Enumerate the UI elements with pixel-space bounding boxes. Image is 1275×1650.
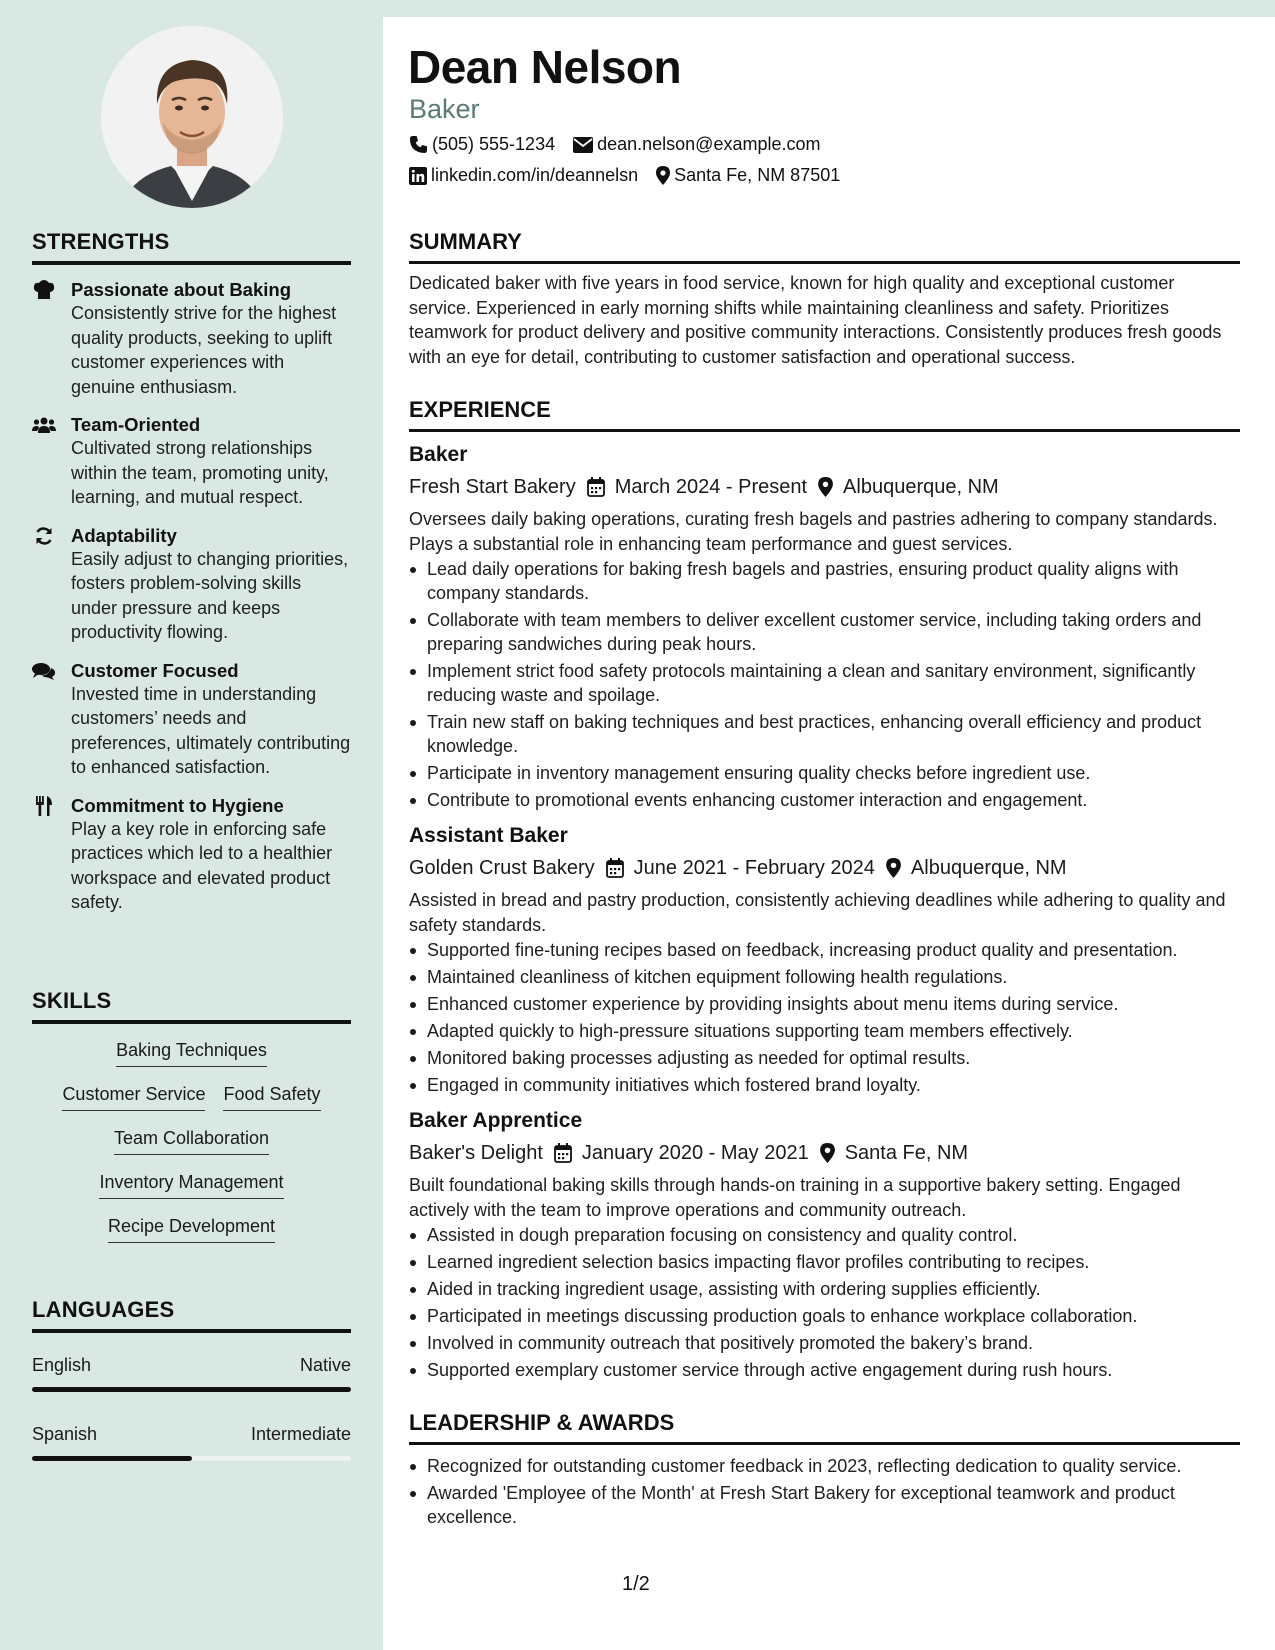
list-item: Monitored baking processes adjusting as needed for optimal results. [409,1046,1240,1070]
awards-heading: LEADERSHIP & AWARDS [409,1410,1240,1445]
skills-heading: SKILLS [32,988,351,1024]
map-pin-icon [820,1143,835,1163]
language-level: Intermediate [250,1424,351,1444]
candidate-name: Dean Nelson [408,41,682,93]
skill-tag: Recipe Development [108,1216,275,1243]
languages-heading: LANGUAGES [32,1297,351,1333]
language-item [32,1355,351,1392]
list-item: Collaborate with team members to deliver excellent customer service, including taking orders and preparing sandwiches during peak hours. [409,608,1240,656]
job-description: Built foundational baking skills through hands-on training in a supportive bakery setting. Engaged actively with the team to improve operations and community outreach. [409,1175,1181,1220]
list-item: Supported exemplary customer service through active engagement during rush hours. [409,1358,1240,1382]
list-item: Implement strict food safety protocols maintaining a clean and sanitary environment, significantly reducing waste and spoilage. [409,659,1240,707]
skill-tag: Team Collaboration [114,1128,269,1155]
summary-section [409,229,1240,369]
map-pin-icon [818,477,833,497]
language-level: Native [299,1355,351,1375]
page-number: 1/2 [622,1573,650,1595]
list-item: Participated in meetings discussing production goals to enhance workplace collaboration. [409,1304,1240,1328]
awards-section [409,1410,1240,1532]
refresh-icon [32,525,56,547]
calendar-icon [606,858,624,878]
list-item: Learned ingredient selection basics impacting flavor profiles contributing to recipes. [409,1250,1240,1274]
list-item: Supported fine-tuning recipes based on feedback, increasing product quality and presentation. [409,938,1240,962]
skill-tag: Customer Service [62,1084,205,1111]
language-name: Spanish [32,1424,98,1444]
job-bullets [409,557,1240,812]
job-entry [409,823,1240,1097]
job-company: Fresh Start Bakery [409,476,576,498]
strength-desc: Cultivated strong relationships within the team, promoting unity, learning, and mutual respect. [71,438,329,507]
candidate-role: Baker [409,94,480,124]
awards-list [409,1454,1240,1529]
list-item: Maintained cleanliness of kitchen equipment following health regulations. [409,965,1240,989]
strengths-section [32,229,351,915]
job-entry [409,1108,1240,1382]
list-item: Assisted in dough preparation focusing on consistency and quality control. [409,1223,1240,1247]
list-item: Engaged in community initiatives which fostered brand loyalty. [409,1073,1240,1097]
map-pin-icon [656,166,670,185]
job-dates: January 2020 - May 2021 [581,1142,809,1164]
skill-tag: Baking Techniques [116,1040,267,1067]
calendar-icon [554,1143,572,1163]
phone-text: (505) 555-1234 [432,134,556,154]
job-company: Baker's Delight [409,1142,543,1164]
job-meta [409,855,1240,881]
skills-row [99,1172,283,1199]
job-dates: June 2021 - February 2024 [633,857,875,879]
profile-photo [101,26,283,208]
email-contact[interactable] [573,134,820,155]
strength-desc: Consistently strive for the highest quality products, seeking to uplift customer experiences with genuine enthusiasm. [71,303,337,397]
job-location: Albuquerque, NM [843,476,999,498]
contact-row [409,134,839,155]
linkedin-text: linkedin.com/in/deannelsn [431,165,639,185]
list-item: Participate in inventory management ensuring quality checks before ingredient use. [409,761,1240,785]
strengths-heading: STRENGTHS [32,229,351,265]
language-bar-fill [32,1387,351,1392]
email-text: dean.nelson@example.com [597,134,821,154]
contact-row [409,165,858,186]
experience-section [409,397,1240,1385]
job-location: Albuquerque, NM [910,857,1067,879]
phone-contact[interactable] [409,134,555,155]
users-icon [32,414,56,436]
strength-item [32,278,351,399]
list-item: Involved in community outreach that positively promoted the bakery’s brand. [409,1331,1240,1355]
job-title: Baker Apprentice [409,1109,583,1132]
avatar [101,26,283,208]
list-item: Recognized for outstanding customer feedback in 2023, reflecting dedication to quality service. [409,1454,1240,1478]
strength-desc: Invested time in understanding customers’ needs and preferences, ultimately contributing to enhanced satisfaction. [71,683,351,777]
skills-row [62,1084,320,1111]
chef-hat-icon [32,279,56,301]
strength-desc: Easily adjust to changing priorities, fosters problem-solving skills under pressure and keeps productivity flowing. [71,548,349,642]
language-item [32,1424,351,1461]
list-item: Awarded 'Employee of the Month' at Fresh Start Bakery for exceptional teamwork and product excellence. [409,1481,1240,1529]
utensils-icon [32,795,56,817]
sidebar [0,0,383,1650]
summary-heading: SUMMARY [409,229,1240,264]
strength-title: Customer Focused [71,659,239,681]
job-meta [409,1140,1240,1166]
calendar-icon [587,477,605,497]
linkedin-icon [409,167,427,185]
strength-title: Passionate about Baking [71,279,291,300]
job-description: Oversees daily baking operations, curating fresh bagels and pastries adhering to company standards. Plays a substantial role in enhancing team performance and guest services. [409,509,1218,554]
job-title: Baker [409,443,468,466]
map-pin-icon [886,858,901,878]
job-meta [409,474,1240,500]
strength-item [32,413,351,510]
phone-icon [409,135,428,154]
language-bar-fill [32,1456,192,1461]
job-dates: March 2024 - Present [614,476,808,498]
job-company: Golden Crust Bakery [409,857,595,879]
language-bar [32,1456,351,1461]
location-text: Santa Fe, NM 87501 [674,165,841,185]
strength-title: Team-Oriented [71,414,201,435]
language-bar [32,1387,351,1392]
job-title: Assistant Baker [409,824,568,847]
job-description: Assisted in bread and pastry production, consistently achieving deadlines while adhering to quality and safety standards. [409,890,1226,935]
language-name: English [32,1355,92,1375]
summary-text: Dedicated baker with five years in food service, known for high quality and exceptional customer service. Experienced in early morning shifts while maintaining cleanliness and safety. Prioritizes teamwork for product delivery and positive community interactions. Consistently produces fresh goods with an eye for detail, contributing to customer satisfaction and operational success. [409,273,1222,367]
job-location: Santa Fe, NM [844,1142,969,1164]
list-item: Lead daily operations for baking fresh bagels and pastries, ensuring product quality aligns with company standards. [409,557,1240,605]
languages-section [32,1297,351,1461]
skills-row [116,1040,267,1067]
experience-heading: EXPERIENCE [409,397,1240,432]
strength-title: Adaptability [71,524,177,546]
list-item: Aided in tracking ingredient usage, assisting with ordering supplies efficiently. [409,1277,1240,1301]
strength-item [32,794,351,915]
strength-title: Commitment to Hygiene [71,794,284,816]
email-icon [573,137,593,153]
skills-list [32,1040,351,1260]
strength-item [32,524,351,645]
linkedin-contact[interactable] [409,165,638,186]
list-item: Train new staff on baking techniques and best practices, enhancing overall efficiency and product knowledge. [409,710,1240,758]
skills-section [32,988,351,1260]
skill-tag: Inventory Management [99,1172,283,1199]
strength-desc: Play a key role in enforcing safe practices which led to a healthier workspace and elevated product safety. [71,818,333,912]
strength-item [32,659,351,780]
job-entry [409,442,1240,812]
list-item: Contribute to promotional events enhancing customer interaction and engagement. [409,788,1240,812]
job-bullets [409,938,1240,1097]
location-contact [656,165,840,186]
list-item: Adapted quickly to high-pressure situations supporting team members effectively. [409,1019,1240,1043]
list-item: Enhanced customer experience by providing insights about menu items during service. [409,992,1240,1016]
job-bullets [409,1223,1240,1382]
chat-icon [32,660,56,682]
skills-row [108,1216,275,1243]
skills-row [114,1128,269,1155]
skill-tag: Food Safety [223,1084,320,1111]
